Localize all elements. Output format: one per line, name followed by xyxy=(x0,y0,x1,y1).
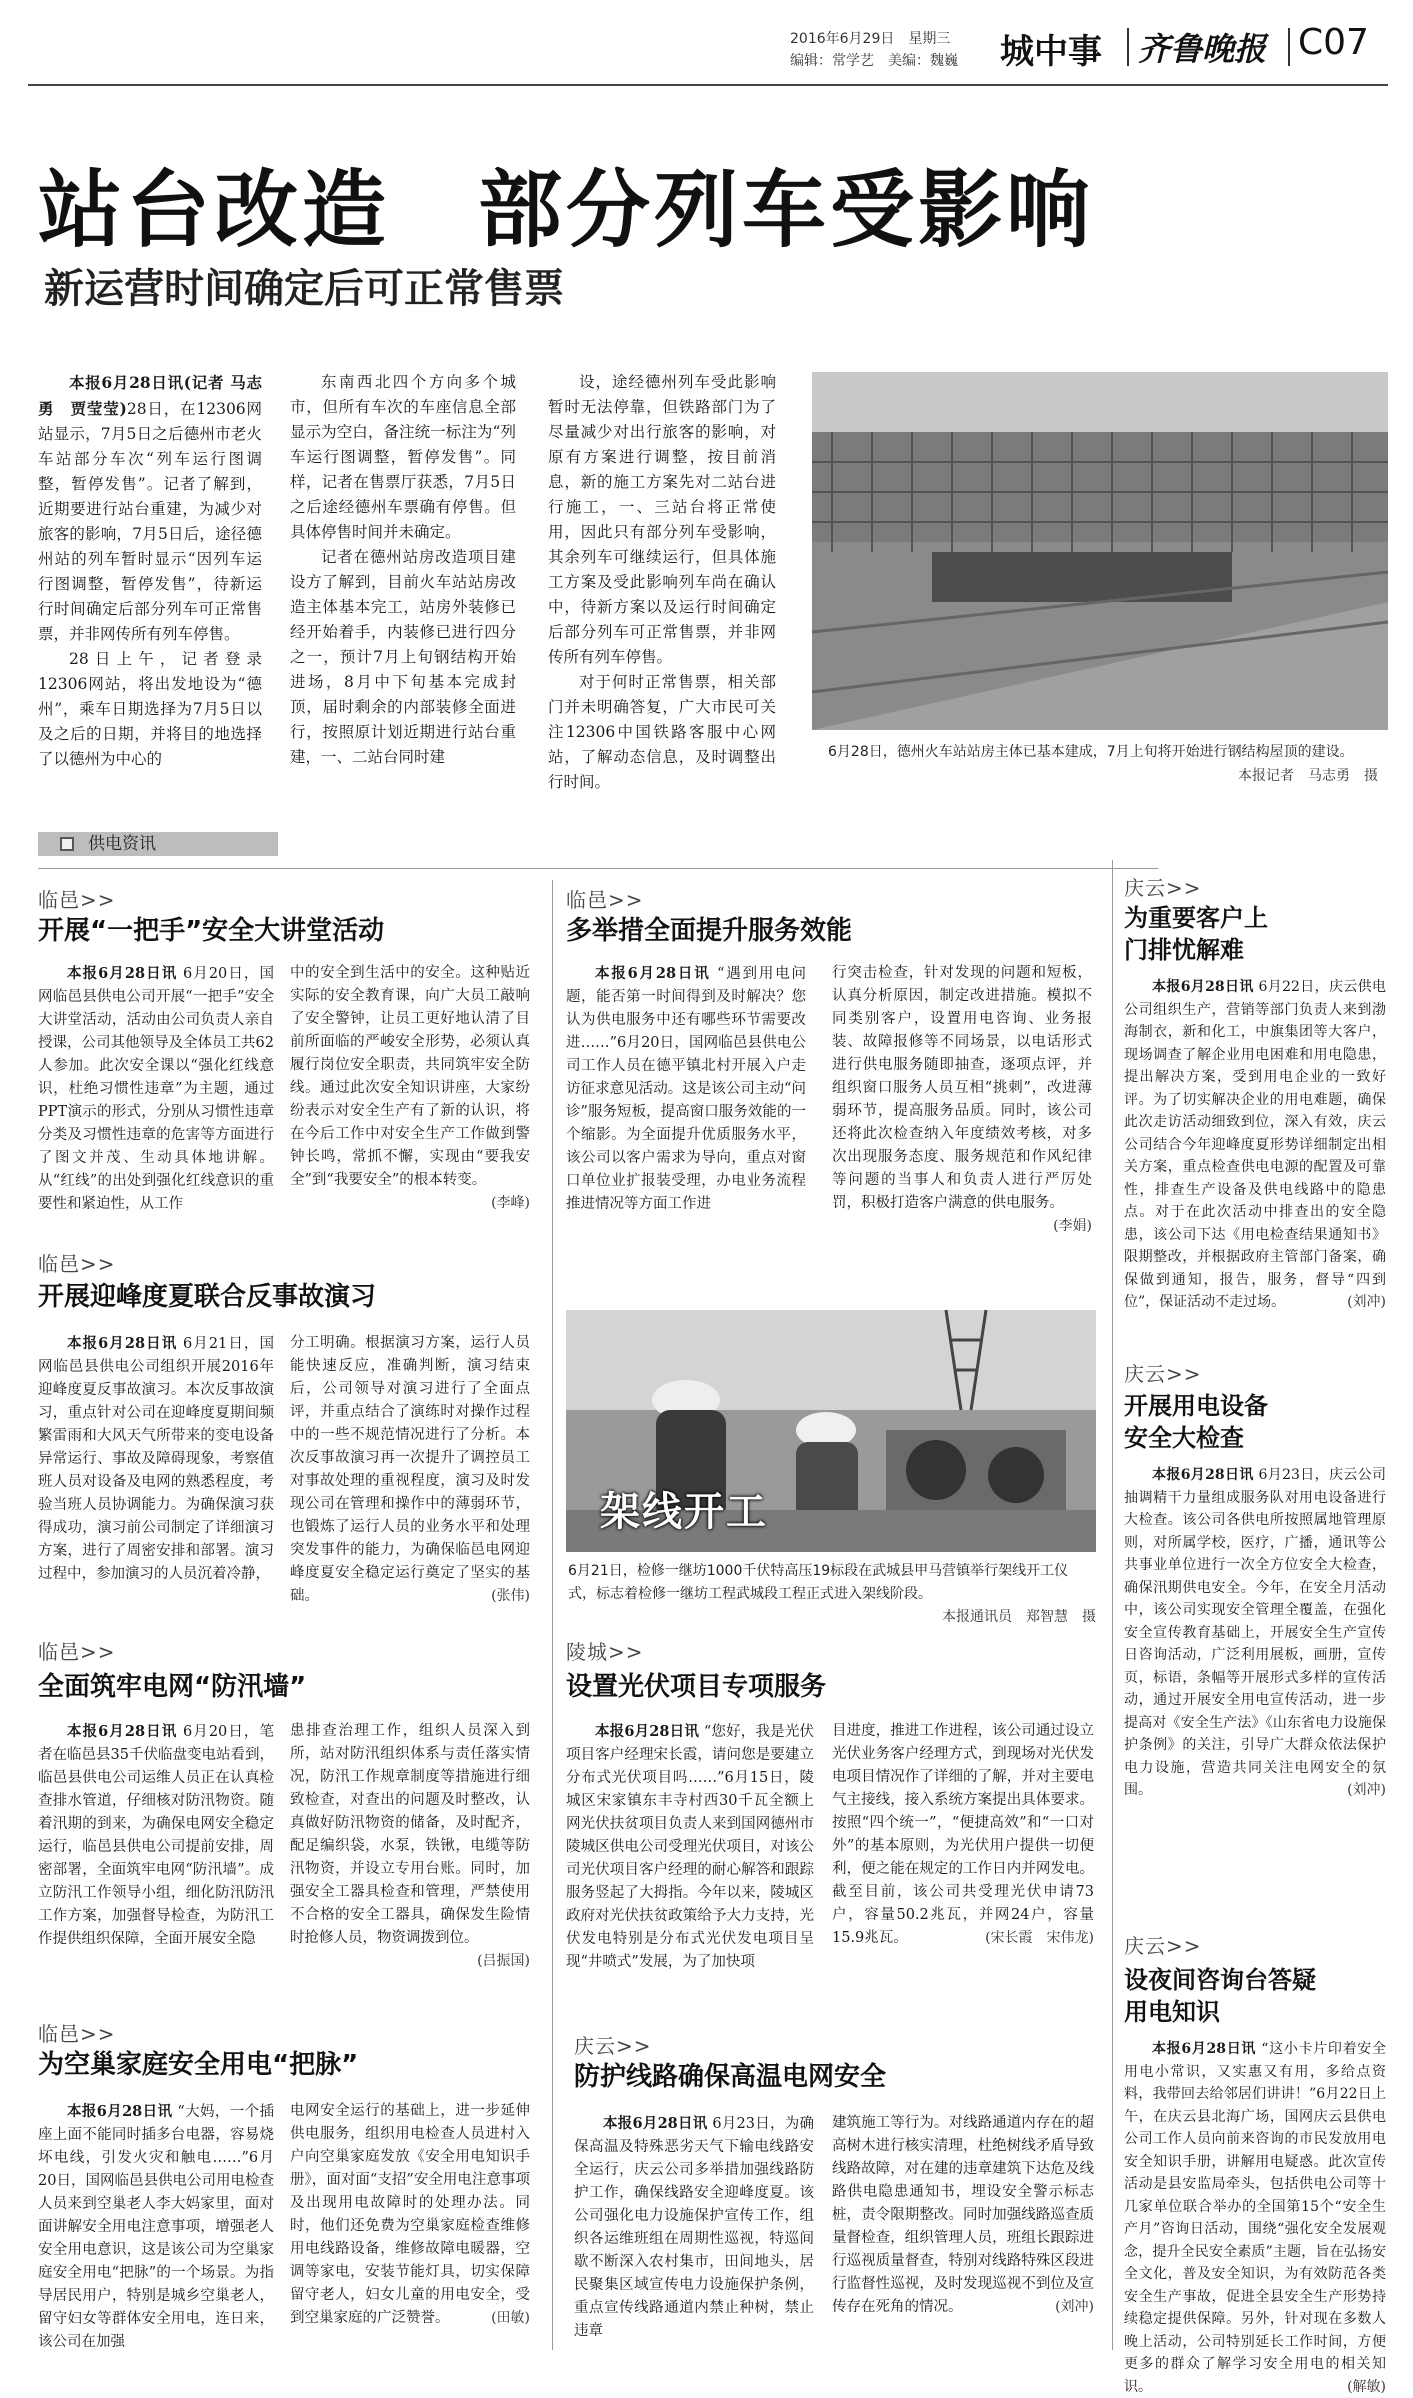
article-title: 全面筑牢电网“防汛墙” xyxy=(38,1672,307,1702)
article-title: 开展用电设备安全大检查 xyxy=(1124,1392,1268,1452)
page-number: C07 xyxy=(1298,22,1369,63)
article-a5-col2: 电网安全运行的基础上，进一步延伸供电服务，组织用电检查人员进村入户向空巢家庭发放《安全用电知识手册》，面对面“支招”安全用电注意事项及出现用电故障时的处理办法。同时，他们还免费为空巢家庭检查维修用电线路设备，维修故障电暖器，空调等家电，安装节能灯具，切实保障留守老人，妇女儿童的用电安全，受到空巢家庭的广泛赞誉。 (田敏) xyxy=(290,2103,530,2326)
section-name: 城中事 xyxy=(1000,32,1102,72)
construction-photo-caption: 6月21日，检修一继坊1000千伏特高压19标段在武城县甲马营镇举行架线开工仪式，标志着检修一继坊工程武城段工程正式进入架线阶段。 本报通讯员 郑智慧 摄 xyxy=(568,1560,1096,1629)
header-divider-2 xyxy=(1288,28,1290,66)
region-label: 庆云>> xyxy=(1124,1934,1202,1958)
page-title: 站台改造 部分列车受影响 xyxy=(38,161,1095,259)
band-label: 供电资讯 xyxy=(88,834,156,854)
header-date: 2016年6月29日 星期三 xyxy=(790,31,951,47)
article-a5-col1: 本报6月28日讯 “大妈，一个插座上面不能同时插多台电器，容易烧坏电线，引发火灾和触电……”6月20日，国网临邑县供电公司用电检查人员来到空巢老人李大妈家里，面对面讲解安全用电注意事项，增强老人安全用电意识，这是该公司为空巢家庭安全用电“把脉”的一个场景。为指导居民用户，特别是城乡空巢老人，留守妇女等群体安全用电，连日来，该公司在加强 xyxy=(38,2103,274,2350)
region-label: 临邑>> xyxy=(566,888,644,912)
region-label: 临邑>> xyxy=(38,888,116,912)
article-a4-col2: 患排查治理工作，组织人员深入到所，站对防汛组织体系与责任落实情况，防汛工作规章制度等措施进行细致检查，对查出的问题及时整改，认真做好防汛物资的储备，及时配齐，配足编织袋，水泵，铁锹，电缆等防汛物资，并设立专用台账。同时，加强安全工器具检查和管理，严禁使用不合格的安全工器具，确保发生险情时抢修人员，物资调拨到位。 (吕振国) xyxy=(290,1723,530,1969)
article-a1-col1: 本报6月28日讯 6月20日，国网临邑县供电公司开展“一把手”安全大讲堂活动，活动由公司负责人亲自授课，公司其他领导及全体员工共62人参加。此次安全课以“强化红线意识，杜绝习惯性违章”为主题，通过PPT演示的形式，分别从习惯性违章分类及习惯性违章的危害等方面进行了图文并茂、生动具体地讲解。从“红线”的出处到强化红线意识的重要性和紧迫性，从工作 xyxy=(38,965,274,1212)
article-title: 开展“一把手”安全大讲堂活动 xyxy=(38,916,385,946)
page-subtitle: 新运营时间确定后可正常售票 xyxy=(44,266,564,312)
article-a1-col2: 中的安全到生活中的安全。这种贴近实际的安全教育课，向广大员工敲响了安全警钟，让员工更好地认清了目前所面临的严峻安全形势，必须认真履行岗位安全职责，共同筑牢安全防线。通过此次安全知识讲座，大家纷纷表示对安全生产有了新的认识，将在今后工作中对安全生产工作做到警钟长鸣，常抓不懈，实现由“要我安全”到“我要安全”的根本转变。 (李峰) xyxy=(290,965,530,1211)
band-icon xyxy=(60,837,74,851)
column-divider-left xyxy=(552,880,553,2350)
section-band xyxy=(38,832,278,856)
article-a7-col1: 本报6月28日讯 6月23日，为确保高温及特殊恶劣天气下输电线路安全运行，庆云公司多举措加强线路防护工作，确保线路安全迎峰度夏。该公司强化电力设施保护宣传工作，组织各运维班组在周期性巡视，特巡间歇不断深入农村集市，田间地头，居民聚集区域宣传电力设施保护条例，重点宣传线路通道内禁止种树，禁止违章 xyxy=(574,2115,814,2339)
article-a8-body: 本报6月28日讯 6月22日，庆云供电公司组织生产，营销等部门负责人来到渤海制衣，新和化工，中旗集团等大客户，现场调查了解企业用电困难和用电隐患，提出解决方案，受到用电企业的一致好评。为了切实解决企业的用电难题，确保此次走访活动细致到位，深入有效，庆云公司结合今年迎峰度夏形势详细制定出相关方案，重点检查供电电源的配置及可靠性，排查生产设备及供电线路中的隐患点。对于在此次活动中排查出的安全隐患，该公司下达《用电检查结果通知书》限期整改，并根据政府主管部门备案，确保做到通知，报告，服务，督导“四到位”，保证活动不走过场。 (刘冲) xyxy=(1124,979,1386,1310)
article-title: 为重要客户上门排忧解难 xyxy=(1124,904,1268,964)
region-label: 庆云>> xyxy=(1124,1362,1202,1386)
station-photo-caption: 6月28日，德州火车站站房主体已基本建成，7月上旬将开始进行钢结构屋顶的建设。 本报记者 马志勇 摄 xyxy=(828,740,1378,788)
paper-logo: 齐鲁晚报 xyxy=(1138,30,1267,68)
header-rule xyxy=(28,84,1388,86)
article-a3-col1: 本报6月28日讯 6月21日，国网临邑县供电公司组织开展2016年迎峰度夏反事故演习。本次反事故演习，重点针对公司在迎峰度夏期间频繁雷雨和大风天气所带来的变电设备异常运行、事故及障碍现象，考察值班人员对设备及电网的熟悉程度，考验当班人员协调能力。为确保演习获得成功，演习前公司制定了详细演习方案，进行了周密安排和部署。演习过程中，参加演习的人员沉着冷静， xyxy=(38,1335,274,1582)
region-label: 庆云>> xyxy=(1124,876,1202,900)
region-label: 陵城>> xyxy=(566,1640,644,1664)
article-a3-col2: 分工明确。根据演习方案，运行人员能快速反应，准确判断，演习结束后，公司领导对演习进行了全面点评，并重点结合了演练时对操作过程中的一些不规范情况进行了分析。本次反事故演习再一次提升了调控员工对事故处理的重视程度，演习及时发现公司在管理和操作中的薄弱环节，也锻炼了运行人员的业务水平和处理突发事件的能力，为确保临邑电网迎峰度夏安全稳定运行奠定了坚实的基础。 (张伟) xyxy=(290,1335,530,1604)
header-divider xyxy=(1127,28,1129,66)
article-title: 设夜间咨询台答疑用电知识 xyxy=(1124,1966,1316,2026)
article-a9-body: 本报6月28日讯 6月23日，庆云公司抽调精干力量组成服务队对用电设备进行大检查。该公司各供电所按照属地管理原则，对所属学校，医疗，广播，通讯等公共事业单位进行一次全方位安全大检查，确保汛期供电安全。今年，在安全月活动中，该公司实现安全管理全覆盖，在强化安全宣传教育基础上，开展安全生产宣传日咨询活动，广泛利用展板，画册，宣传页，标语，条幅等开展形式多样的宣传活动，通过开展安全用电宣传活动，进一步提高对《安全生产法》《山东省电力设施保护条例》的关注，引导广大群众依法保护电力设施，营造共同关注电网安全的氛围。 (刘冲) xyxy=(1124,1467,1386,1798)
article-a2-col2: 行突击检查，针对发现的问题和短板，认真分析原因，制定改进措施。模拟不同类别客户，设置用电咨询、业务报装、故障报修等不同场景，以电话形式进行供电服务随即抽查，逐项点评，并组织窗口服务人员互相“挑刺”，改进薄弱环节，提高服务品质。同时，该公司还将此次检查纳入年度绩效考核，对多次出现服务态度、服务规范和作风纪律等问题的当事人和负责人进行严厉处罚，积极打造客户满意的供电服务。 (李娟) xyxy=(832,965,1092,1234)
column-divider-right xyxy=(1112,860,1113,2350)
station-photo xyxy=(812,372,1388,730)
article-a6-col1: 本报6月28日讯 “您好，我是光伏项目客户经理宋长霞，请问您是要建立分布式光伏项目吗……”6月15日，陵城区宋家镇东丰寺村西30千瓦全额上网光伏扶贫项目负责人来到国网德州市陵城区供电公司受理光伏项目，对该公司光伏项目客户经理的耐心解答和跟踪服务竖起了大拇指。今年以来，陵城区政府对光伏扶贫政策给予大力支持，光伏发电特别是分布式光伏发电项目呈现“井喷式”发展，为了加快项 xyxy=(566,1723,814,1970)
article-a6-col2: 目进度，推进工作进程，该公司通过设立光伏业务客户经理方式，到现场对光伏发电项目情况作了详细的了解，并对主要电气主接线，接入系统方案提出具体要求。按照“四个统一”，“便捷高效”和“一口对外”的基本原则，为光伏用户提供一切便利，便之能在规定的工作日内并网发电。截至目前，该公司共受理光伏申请73户，容量50.2兆瓦，并网24户，容量15.9兆瓦。 (宋长霞 宋伟龙) xyxy=(832,1723,1094,1946)
article-a10-body: 本报6月28日讯 “这小卡片印着安全用电小常识，又实惠又有用，多给点资料，我带回去给邻居们讲讲！”6月22日上午，在庆云县北海广场，国网庆云县供电公司工作人员向前来咨询的市民发放用电安全知识手册，讲解用电疑惑。此次宣传活动是县安监局牵头，包括供电公司等十几家单位联合举办的全国第15个“安全生产月”咨询日活动，围绕“强化安全发展观念，提升全民安全素质”主题，旨在弘扬安全文化，普及安全知识，为有效防范各类安全生产事故，促进全县安全生产形势持续稳定提供保障。另外，针对现在多数人晚上活动，公司特别延长工作时间，方便更多的群众了解学习安全用电的相关知识。 (解敏) xyxy=(1124,2041,1386,2395)
article-a2-col1: 本报6月28日讯 “遇到用电问题，能否第一时间得到及时解决？您认为供电服务中还有哪些环节需要改进……”6月20日，国网临邑县供电公司工作人员在德平镇北村开展入户走访征求意见活动。这是该公司主动“问诊”服务短板，提高窗口服务效能的一个缩影。为全面提升优质服务水平，该公司以客户需求为导向，重点对窗口单位业扩报装受理，办电业务流程推进情况等方面工作进 xyxy=(566,965,806,1212)
station-photo-credit: 本报记者 马志勇 摄 xyxy=(1238,768,1378,784)
header-editors: 编辑：常学艺 美编：魏巍 xyxy=(790,53,958,69)
main-col3: 设，途经德州列车受此影响暂时无法停靠，但铁路部门为了尽量减少对出行旅客的影响，对原有方案进行调整，按目前消息，新的施工方案先对二站台进行施工，一、三站台将正常使用，因此只有部分列车受影响，其余列车可继续运行，但具体施工方案及受此影响列车尚在确认中，待新方案以及运行时间确定后部分列车可正常售票，并非网传所有列车停售。 对于何时正常售票，相关部门并未明确答复，广大市民可关注12306中国铁路客服中心网站，了解动态信息，及时调整出行时间。 xyxy=(548,373,776,791)
article-a4-col1: 本报6月28日讯 6月20日，笔者在临邑县35千伏临盘变电站看到，临邑县供电公司运维人员正在认真检查排水管道，仔细核对防汛物资。随着汛期的到来，为确保电网安全稳定运行，临邑县供电公司提前安排，周密部署，全面筑牢电网“防汛墙”。成立防汛工作领导小组，细化防汛防汛工作方案，加强督导检查，为防汛工作提供组织保障，全面开展安全隐 xyxy=(38,1723,274,1947)
region-label: 临邑>> xyxy=(38,1252,116,1276)
photo-overlay-text: 架线开工 xyxy=(600,1489,768,1535)
band-rule xyxy=(38,868,1158,869)
article-title: 设置光伏项目专项服务 xyxy=(566,1672,827,1702)
main-col1: 本报6月28日讯(记者 马志勇 贾莹莹)28日，在12306网站显示，7月5日之后德州市老火车站部分车次“列车运行图调整，暂停发售”。记者了解到，近期要进行站台重建，为减少对旅客的影响，7月5日后，途径德州站的列车暂时显示“因列车运行图调整，暂停发售”，待新运行时间确定后部分列车可正常售票，并非网传所有列车停售。 28日上午，记者登录12306网站，将出发地设为“德州”，乘车日期选择为7月5日以及之后的日期，并将目的地选择了以德州为中心的 xyxy=(38,373,262,768)
construction-photo-credit: 本报通讯员 郑智慧 摄 xyxy=(942,1609,1096,1625)
article-title: 防护线路确保高温电网安全 xyxy=(574,2062,887,2092)
article-title: 多举措全面提升服务效能 xyxy=(566,916,853,946)
region-label: 临邑>> xyxy=(38,1640,116,1664)
article-title: 开展迎峰度夏联合反事故演习 xyxy=(38,1282,377,1312)
article-title: 为空巢家庭安全用电“把脉” xyxy=(38,2050,359,2080)
article-a7-col2: 建筑施工等行为。对线路通道内存在的超高树木进行核实清理，杜绝树线矛盾导致线路故障，对在建的违章建筑下达危及线路供电隐患通知书，埋设安全警示标志桩，责令限期整改。同时加强线路巡查质量督检查，组织管理人员，班组长跟踪进行巡视质量督查，特别对线路特殊区段进行监督性巡视，及时发现巡视不到位及宣传存在死角的情况。 (刘冲) xyxy=(832,2115,1094,2315)
region-label: 庆云>> xyxy=(574,2034,652,2058)
region-label: 临邑>> xyxy=(38,2022,116,2046)
main-col2: 东南西北四个方向多个城市，但所有车次的车座信息全部显示为空白，备注统一标注为“列车运行图调整，暂停发售”。同样，记者在售票厅获悉，7月5日之后途经德州车票确有停售。但具体停售时间并未确定。 记者在德州站房改造项目建设方了解到，目前火车站站房改造主体基本完工，站房外装修已经开始着手，内装修已进行四分之一，预计7月上旬钢结构开始进场，8月中下旬基本完成封顶，届时剩余的内部装修全面进行，按照原计划近期进行站台重建，一、二站台同时建 xyxy=(290,373,516,766)
